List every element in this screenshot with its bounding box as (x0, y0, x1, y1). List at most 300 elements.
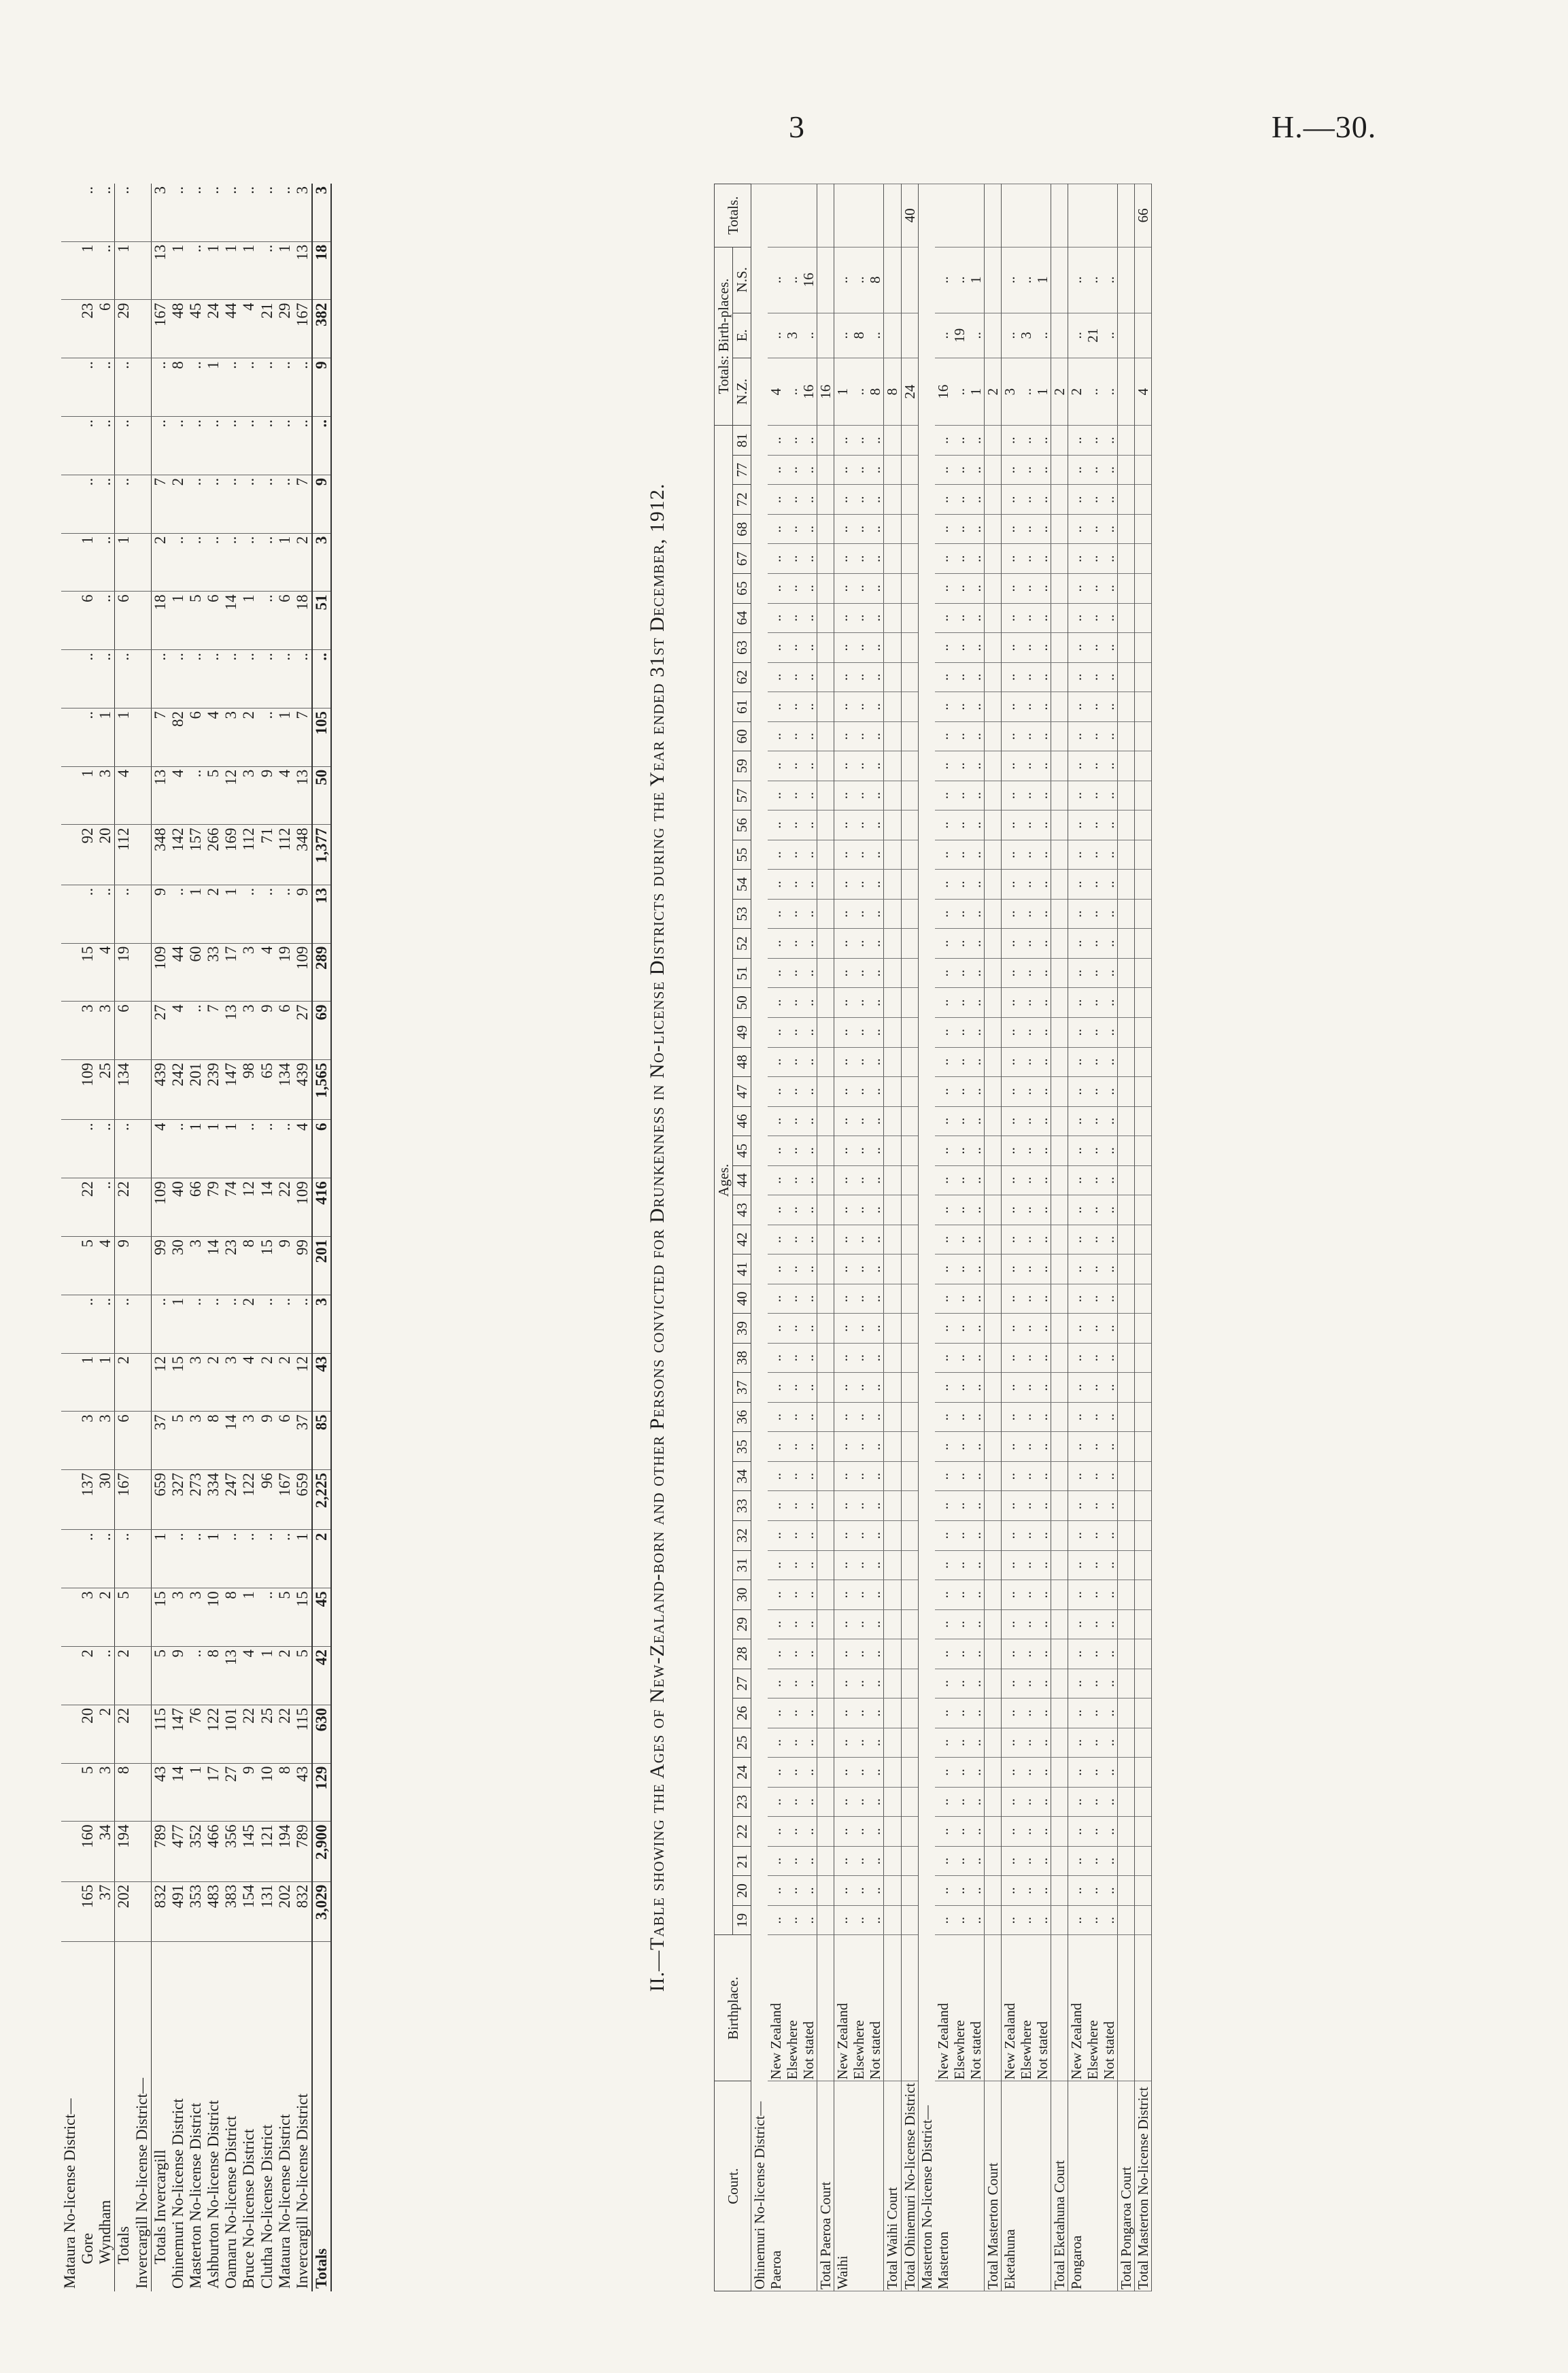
cell: 25 (258, 1705, 276, 1763)
age-cell: .. (1001, 1787, 1018, 1817)
age-cell (984, 1698, 1001, 1728)
nz-cell: .. (1085, 358, 1101, 425)
age-cell: .. (834, 929, 851, 959)
age-cell: .. (851, 1106, 867, 1136)
age-cell: .. (935, 810, 951, 840)
age-cell (817, 1580, 834, 1610)
age-cell (901, 1728, 918, 1758)
age-cell: .. (768, 1343, 784, 1373)
age-cell: .. (834, 781, 851, 810)
nz-cell: .. (1018, 358, 1034, 425)
age-cell: .. (1001, 1905, 1018, 1935)
age-cell: .. (1085, 485, 1101, 515)
age-header: 30 (733, 1580, 751, 1610)
cell: .. (115, 475, 133, 533)
ns-cell: .. (1001, 247, 1018, 313)
age-cell: .. (1001, 1136, 1018, 1166)
age-cell: .. (867, 1846, 884, 1876)
age-cell (884, 1817, 901, 1847)
cell: .. (187, 1295, 205, 1353)
age-cell (1135, 1787, 1152, 1817)
age-cell: .. (800, 1787, 817, 1817)
cell: 14 (222, 1412, 240, 1470)
age-cell: .. (935, 692, 951, 722)
age-cell (817, 1373, 834, 1403)
age-cell: .. (1001, 1580, 1018, 1610)
age-cell: .. (968, 1402, 985, 1432)
age-cell: .. (800, 1136, 817, 1166)
cell: 9 (312, 358, 331, 417)
age-cell: .. (800, 958, 817, 988)
cell: 4 (205, 708, 222, 766)
age-cell: .. (1101, 1314, 1118, 1344)
age-cell: .. (1018, 1195, 1034, 1225)
age-cell (1118, 1550, 1135, 1580)
age-cell: .. (784, 1669, 800, 1698)
age-cell: .. (1001, 1225, 1018, 1254)
age-cell (884, 1165, 901, 1195)
age-cell: .. (935, 1343, 951, 1373)
court-cell: Paeroa (768, 2081, 784, 2291)
age-header: 42 (733, 1225, 751, 1254)
cell: 12 (151, 1353, 169, 1412)
cell: 273 (187, 1470, 205, 1530)
age-cell (884, 1402, 901, 1432)
age-cell (1051, 1047, 1068, 1077)
court-cell (1034, 2081, 1051, 2291)
age-cell: .. (784, 810, 800, 840)
age-cell (901, 1876, 918, 1906)
age-cell: .. (867, 1136, 884, 1166)
row-label: Totals Invercargill (151, 1942, 169, 2292)
age-cell: .. (935, 1758, 951, 1788)
cell: 6 (187, 708, 205, 766)
age-cell: .. (1001, 603, 1018, 633)
age-cell (984, 1817, 1001, 1847)
age-cell (884, 1106, 901, 1136)
age-cell (901, 1136, 918, 1166)
nz-cell: 16 (935, 358, 951, 425)
header-ages: Ages. (715, 426, 733, 1935)
age-cell (1118, 1669, 1135, 1698)
cell: 147 (222, 1060, 240, 1120)
age-cell: .. (867, 1225, 884, 1254)
age-cell: .. (935, 840, 951, 870)
table-row (115, 184, 133, 2291)
cell (133, 300, 152, 358)
age-cell: .. (1085, 574, 1101, 604)
age-cell (984, 810, 1001, 840)
age-cell (901, 1817, 918, 1847)
age-cell: .. (951, 1373, 968, 1403)
total-cell (1018, 184, 1034, 247)
age-cell (1051, 455, 1068, 485)
e-cell: .. (1034, 313, 1051, 358)
table-row (133, 184, 152, 2291)
age-header: 65 (733, 574, 751, 604)
cell: .. (222, 650, 240, 709)
row-label: Masterton No-license District (186, 2102, 204, 2289)
age-cell (901, 1047, 918, 1077)
cell: .. (79, 650, 97, 709)
total-cell (884, 184, 901, 247)
cell: 122 (240, 1470, 258, 1530)
age-cell: .. (1001, 810, 1018, 840)
age-cell (817, 1165, 834, 1195)
age-cell: .. (800, 1639, 817, 1669)
cell: .. (169, 533, 187, 592)
age-header: 60 (733, 721, 751, 751)
age-cell: .. (768, 455, 784, 485)
cell: 3 (222, 1353, 240, 1412)
cell (133, 1120, 152, 1178)
age-cell: .. (784, 1225, 800, 1254)
age-cell: .. (951, 1136, 968, 1166)
age-cell: .. (968, 1461, 985, 1491)
total-cell (1068, 184, 1085, 247)
cell: 1,565 (312, 1060, 331, 1120)
age-cell: .. (800, 1284, 817, 1314)
age-cell: .. (800, 1461, 817, 1491)
age-cell: .. (800, 1254, 817, 1284)
age-cell (901, 692, 918, 722)
age-cell: .. (834, 692, 851, 722)
age-cell (984, 958, 1001, 988)
age-cell: .. (951, 455, 968, 485)
cell: 4 (151, 1120, 169, 1178)
cell: 5 (115, 1588, 133, 1647)
age-header: 44 (733, 1165, 751, 1195)
section-label: Masterton No-license District— (918, 184, 935, 2291)
cell (133, 475, 152, 533)
age-cell (884, 1047, 901, 1077)
age-cell: .. (1068, 426, 1085, 456)
cell: 23 (222, 1237, 240, 1295)
cell: 1 (205, 241, 222, 300)
age-cell: .. (800, 1669, 817, 1698)
age-cell: .. (1085, 1106, 1101, 1136)
age-cell (1118, 751, 1135, 781)
age-cell: .. (784, 1461, 800, 1491)
cell: 5 (169, 1412, 187, 1470)
age-cell: .. (851, 958, 867, 988)
age-cell: .. (768, 1047, 784, 1077)
cell: 45 (312, 1588, 331, 1647)
age-cell: .. (1018, 514, 1034, 544)
cell: 9 (294, 885, 312, 943)
cell: 167 (294, 300, 312, 358)
age-cell (1135, 662, 1152, 692)
age-header: 51 (733, 958, 751, 988)
age-cell: .. (951, 1550, 968, 1580)
age-cell: .. (768, 1373, 784, 1403)
age-cell (1135, 1580, 1152, 1610)
age-cell: .. (1001, 514, 1018, 544)
cell: 17 (222, 943, 240, 1002)
age-cell: .. (1085, 1254, 1101, 1284)
age-cell: .. (784, 455, 800, 485)
age-cell: .. (1001, 1698, 1018, 1728)
cell: 71 (258, 825, 276, 885)
age-cell (1135, 1373, 1152, 1403)
age-cell: .. (951, 662, 968, 692)
age-cell: .. (784, 899, 800, 929)
age-cell: .. (1034, 840, 1051, 870)
age-header: 41 (733, 1254, 751, 1284)
cell: 96 (258, 1470, 276, 1530)
age-cell: .. (935, 1905, 951, 1935)
age-cell (984, 1491, 1001, 1521)
age-cell: .. (851, 781, 867, 810)
age-cell: .. (768, 929, 784, 959)
age-cell (984, 721, 1001, 751)
table-row (1118, 184, 1135, 2291)
cell (61, 1647, 79, 1705)
age-cell (817, 1639, 834, 1669)
age-cell: .. (834, 1728, 851, 1758)
age-cell: .. (834, 899, 851, 929)
age-cell: .. (935, 1817, 951, 1847)
age-cell: .. (768, 633, 784, 663)
cell: 1 (222, 1120, 240, 1178)
age-cell: .. (968, 1491, 985, 1521)
age-cell: .. (968, 1343, 985, 1373)
cell: 491 (169, 1881, 187, 1941)
cell: .. (97, 1178, 115, 1237)
age-cell: .. (851, 662, 867, 692)
age-cell: .. (784, 1817, 800, 1847)
birthplace-cell: New Zealand (1001, 1935, 1018, 2081)
nz-cell: 2 (984, 358, 1001, 425)
age-cell (1051, 1698, 1068, 1728)
cell: 1 (79, 1353, 97, 1412)
e-cell (817, 313, 834, 358)
cell: .. (258, 1120, 276, 1178)
age-cell: .. (834, 1373, 851, 1403)
age-cell: .. (951, 1728, 968, 1758)
age-header: 29 (733, 1609, 751, 1639)
age-cell: .. (800, 1728, 817, 1758)
age-cell: .. (935, 1373, 951, 1403)
age-cell: .. (867, 1106, 884, 1136)
age-cell: .. (834, 1432, 851, 1462)
age-cell (817, 1106, 834, 1136)
cell (133, 1353, 152, 1412)
age-cell (901, 1432, 918, 1462)
cell: 2,225 (312, 1470, 331, 1530)
cell: .. (258, 358, 276, 417)
age-cell (1135, 899, 1152, 929)
cell: 29 (115, 300, 133, 358)
age-cell: .. (867, 1758, 884, 1788)
cell: 27 (222, 1763, 240, 1822)
e-cell: .. (1101, 313, 1118, 358)
court-cell: Total Paeroa Court (817, 2081, 834, 2291)
age-cell: .. (768, 1905, 784, 1935)
cell: 1 (169, 592, 187, 650)
series-mark: H.—30. (1272, 109, 1377, 144)
age-cell: .. (968, 810, 985, 840)
age-cell: .. (834, 1195, 851, 1225)
age-cell: .. (800, 1077, 817, 1107)
age-cell: .. (968, 1225, 985, 1254)
total-cell (817, 184, 834, 247)
cell: 99 (151, 1237, 169, 1295)
age-cell (901, 840, 918, 870)
age-cell: .. (784, 603, 800, 633)
cell: 79 (205, 1178, 222, 1237)
age-cell: .. (800, 1491, 817, 1521)
cell: 7 (294, 708, 312, 766)
nz-cell: 8 (867, 358, 884, 425)
age-cell: .. (1034, 899, 1051, 929)
age-cell: .. (1034, 1639, 1051, 1669)
cell: 37 (97, 1881, 115, 1941)
age-cell: .. (768, 603, 784, 633)
age-cell: .. (1085, 1787, 1101, 1817)
age-cell: .. (1018, 721, 1034, 751)
age-cell (901, 1343, 918, 1373)
age-cell: .. (784, 1402, 800, 1432)
cell: 14 (169, 1763, 187, 1822)
cell (61, 592, 79, 650)
cell: .. (222, 533, 240, 592)
nz-cell: 1 (1034, 358, 1051, 425)
age-cell: .. (935, 1609, 951, 1639)
age-cell: .. (768, 899, 784, 929)
age-cell: .. (834, 810, 851, 840)
age-cell (1135, 1609, 1152, 1639)
age-cell: .. (851, 692, 867, 722)
age-cell: .. (834, 1136, 851, 1166)
age-cell (1135, 1165, 1152, 1195)
table-row (918, 184, 935, 2291)
row-label: Bruce No-license District (240, 2128, 258, 2289)
cell (133, 708, 152, 766)
age-cell: .. (1101, 485, 1118, 515)
age-cell: .. (768, 1521, 784, 1551)
age-cell (817, 810, 834, 840)
cell (61, 1763, 79, 1822)
age-cell (1135, 1698, 1152, 1728)
age-cell: .. (768, 1017, 784, 1047)
table-row (1051, 184, 1068, 2291)
age-cell: .. (834, 751, 851, 781)
age-header: 33 (733, 1491, 751, 1521)
age-cell: .. (951, 1817, 968, 1847)
court-cell: Total Ohinemuri No-license District (901, 2081, 918, 2291)
age-cell: .. (951, 426, 968, 456)
age-cell: .. (1085, 1373, 1101, 1403)
age-cell (1051, 544, 1068, 574)
age-cell: .. (1101, 455, 1118, 485)
age-cell (884, 1905, 901, 1935)
age-cell: .. (851, 1550, 867, 1580)
age-cell: .. (800, 1314, 817, 1344)
age-cell: .. (800, 1758, 817, 1788)
cell: .. (97, 358, 115, 417)
age-cell (1118, 1077, 1135, 1107)
cell: 1 (169, 241, 187, 300)
age-cell (817, 1876, 834, 1906)
age-cell (984, 1047, 1001, 1077)
table-row (984, 184, 1001, 2291)
age-cell: .. (1068, 929, 1085, 959)
cell: .. (115, 885, 133, 943)
age-cell: .. (768, 1728, 784, 1758)
cell: 2 (97, 1705, 115, 1763)
age-cell (1051, 988, 1068, 1018)
age-cell: .. (867, 988, 884, 1018)
age-cell: .. (800, 692, 817, 722)
cell: .. (187, 1530, 205, 1588)
age-cell: .. (1034, 1195, 1051, 1225)
age-cell (1135, 810, 1152, 840)
age-cell: .. (784, 958, 800, 988)
nz-cell: 1 (834, 358, 851, 425)
cell (61, 300, 79, 358)
cell: 483 (205, 1881, 222, 1941)
cell: 2 (115, 1647, 133, 1705)
age-cell: .. (951, 544, 968, 574)
cell: .. (205, 184, 222, 241)
age-cell: .. (1034, 1106, 1051, 1136)
age-cell: .. (1068, 781, 1085, 810)
age-cell: .. (951, 514, 968, 544)
age-cell (1118, 870, 1135, 900)
cell (61, 943, 79, 1002)
age-cell: .. (851, 1195, 867, 1225)
age-header: 45 (733, 1136, 751, 1166)
age-cell: .. (867, 692, 884, 722)
age-cell: .. (1101, 1165, 1118, 1195)
birthplace-cell: Elsewhere (784, 1935, 800, 2081)
age-cell (1118, 603, 1135, 633)
age-cell (1135, 633, 1152, 663)
page-number: 3 (789, 109, 804, 144)
age-cell: .. (1018, 958, 1034, 988)
cell: 4 (97, 1237, 115, 1295)
cell: 9 (312, 475, 331, 533)
cell: .. (205, 650, 222, 709)
age-cell: .. (1018, 1758, 1034, 1788)
age-header: 21 (733, 1846, 751, 1876)
cell: 9 (258, 766, 276, 825)
age-cell: .. (867, 1905, 884, 1935)
age-cell: .. (951, 633, 968, 663)
age-cell (901, 574, 918, 604)
cell: 37 (294, 1412, 312, 1470)
age-cell (1051, 1106, 1068, 1136)
cell (133, 1178, 152, 1237)
age-cell: .. (968, 1254, 985, 1284)
age-cell (817, 870, 834, 900)
age-cell (1118, 426, 1135, 456)
age-cell (884, 1136, 901, 1166)
cell: 167 (151, 300, 169, 358)
cell: 112 (115, 825, 133, 885)
cell: 3 (240, 766, 258, 825)
cell: .. (151, 417, 169, 475)
cell: 2 (205, 1353, 222, 1412)
cell: 74 (222, 1178, 240, 1237)
cell: .. (240, 417, 258, 475)
age-header: 35 (733, 1432, 751, 1462)
age-cell: .. (1001, 544, 1018, 574)
age-cell: .. (851, 1639, 867, 1669)
birthplace-cell (884, 1935, 901, 2081)
cell (133, 825, 152, 885)
